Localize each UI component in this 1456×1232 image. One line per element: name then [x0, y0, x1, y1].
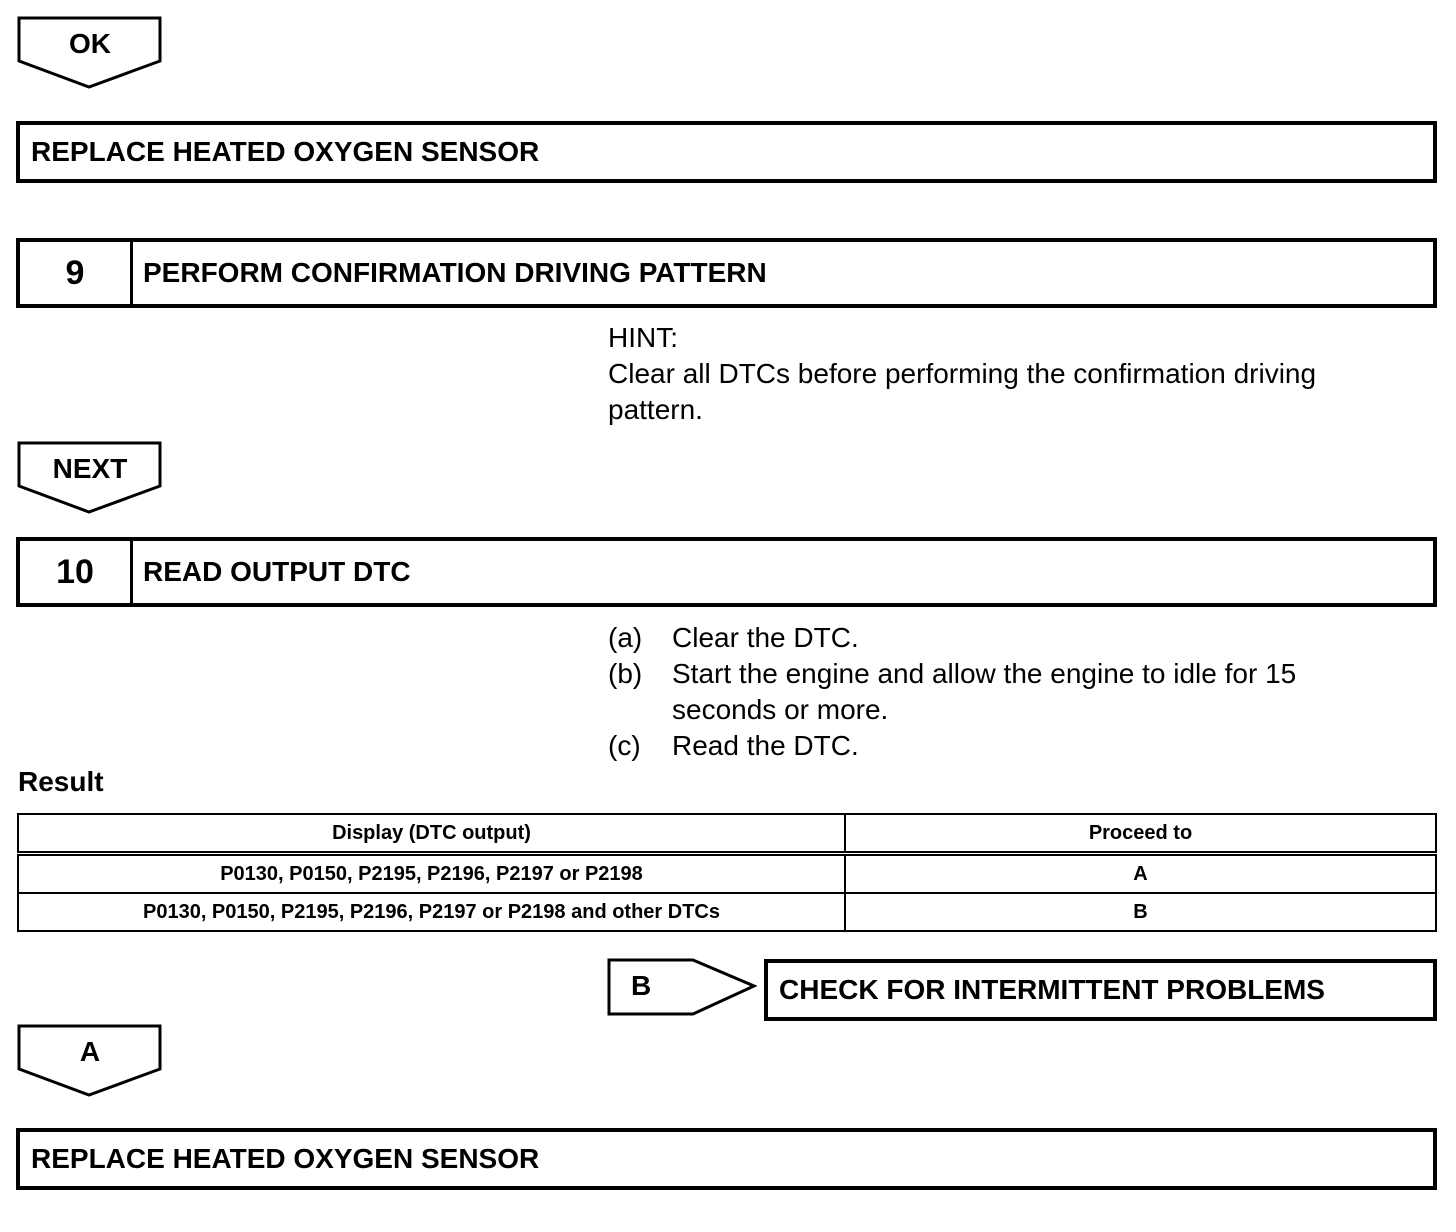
table-row: [18, 893, 1436, 931]
step-10-number: 10: [20, 541, 133, 603]
hint-label: HINT:: [608, 322, 678, 353]
step-9-title: PERFORM CONFIRMATION DRIVING PATTERN: [143, 257, 767, 288]
item-label: (a): [608, 622, 643, 653]
step-9-number: 9: [20, 242, 133, 304]
flow-tag-next-label: NEXT: [52, 453, 128, 484]
result-table: [17, 813, 1437, 932]
item-label: (c): [608, 730, 641, 761]
right-arrow-tag-shape: [607, 958, 757, 1018]
table-row: [18, 854, 1436, 894]
flow-tag-a: [17, 1024, 163, 1098]
check-intermittent-box: [764, 959, 1437, 1021]
item-text: Read the DTC.: [672, 730, 859, 761]
cell-proceed: B: [845, 893, 1436, 931]
table-header-row: [18, 814, 1436, 854]
cell-proceed: A: [845, 854, 1436, 894]
hint-text: Clear all DTCs before performing the confirmation driving pattern.: [608, 358, 1317, 425]
flow-tag-a-label: A: [79, 1036, 101, 1067]
step-10-header: [16, 537, 1437, 607]
step-9-header: [16, 238, 1437, 308]
item-text: Clear the DTC.: [672, 622, 859, 653]
flow-tag-b-label: B: [631, 970, 652, 1001]
replace-sensor-box-top: [16, 121, 1437, 183]
cell-display: P0130, P0150, P2195, P2196, P2197 or P2198: [18, 854, 845, 894]
item-text: Start the engine and allow the engine to idle for 15 seconds or more.: [672, 658, 1297, 725]
step-10-title: READ OUTPUT DTC: [143, 556, 411, 587]
result-label: Result: [18, 766, 104, 797]
flow-tag-next: [17, 441, 163, 515]
replace-sensor-box-bottom: [16, 1128, 1437, 1190]
header-display: Display (DTC output): [18, 814, 845, 854]
flow-tag-ok-label: OK: [69, 28, 111, 59]
header-proceed: Proceed to: [845, 814, 1436, 854]
item-label: (b): [608, 658, 643, 689]
flow-tag-ok: [17, 16, 163, 90]
cell-display: P0130, P0150, P2195, P2196, P2197 or P2198 and other DTCs: [18, 893, 845, 931]
replace-sensor-text-bottom: REPLACE HEATED OXYGEN SENSOR: [31, 1143, 540, 1174]
replace-sensor-text-top: REPLACE HEATED OXYGEN SENSOR: [31, 136, 540, 167]
check-intermittent-text: CHECK FOR INTERMITTENT PROBLEMS: [779, 974, 1325, 1005]
flow-tag-b: [607, 958, 757, 1018]
